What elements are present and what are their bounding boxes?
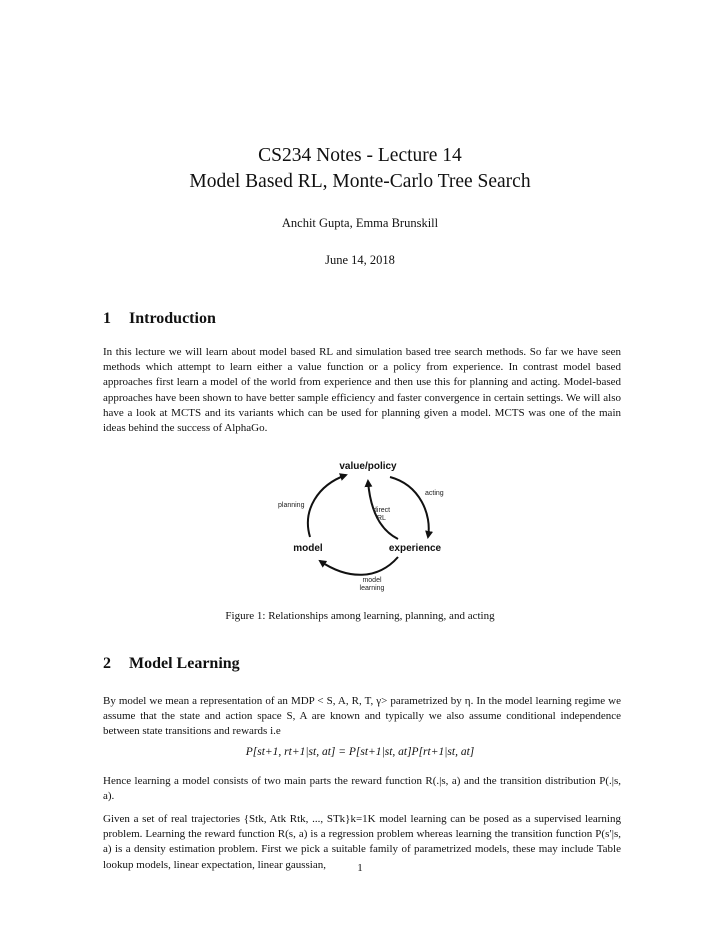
section-1-heading: [103, 310, 216, 328]
label-rl: RL: [377, 515, 386, 522]
learning-planning-acting-diagram: [270, 455, 450, 600]
section-1-title: Introduction: [129, 310, 216, 327]
title-line-1: CS234 Notes - Lecture 14: [258, 145, 462, 166]
date: June 14, 2018: [325, 253, 395, 267]
label-planning: planning: [278, 502, 305, 509]
node-model: model: [293, 543, 323, 554]
section-2-paragraph-3: Given a set of real trajectories {Stk, Atk Rtk, ..., STk}k=1K model learning can be posed as a supervised learning problem. Learning the reward function R(s, a) is a regression problem whereas learning the transition function P(s′|s, a) is a density estimation problem. First we pick a suitable family of parametrized models, these may include Table lookup models, linear expectation, linear gaussian,: [103, 813, 621, 871]
title-line-2: Model Based RL, Monte-Carlo Tree Search: [189, 171, 531, 192]
model-learning-arrow: [320, 557, 398, 575]
section-2-paragraph-1: By model we mean a representation of an MDP < S, A, R, T, γ> parametrized by η. In the model learning regime we assume that the state and action space S, A are known and typically we also assume conditional independence between state transitions and rewards i.e: [103, 695, 621, 738]
section-2-paragraph-2: Hence learning a model consists of two main parts the reward function R(.|s, a) and the transition distribution P(.|s, a).: [103, 775, 621, 803]
conditional-independence-equation: P[st+1, rt+1|st, at] = P[st+1|st, at]P[rt+1|st, at]: [245, 746, 475, 758]
planning-arrow: [308, 475, 346, 537]
label-model-learning-1: model: [362, 577, 382, 584]
label-direct: direct: [373, 507, 391, 514]
section-1-paragraph: In this lecture we will learn about model based RL and simulation based tree search methods. So far we have seen methods which attempt to learn either a value function or a policy from experience. In contrast model based approaches first learn a model of the world from experience and then use this for planning and acting. Model-based approaches have been shown to have better sample efficiency and faster convergence in certain settings. We will also have a look at MCTS and its variants which can be used for planning given a model. MCTS was one of the main ideas behind the success of AlphaGo.: [103, 346, 621, 435]
node-value-policy: value/policy: [339, 461, 397, 472]
page-number: 1: [357, 862, 363, 874]
section-2-heading: [103, 655, 240, 673]
section-2-title: Model Learning: [129, 655, 240, 672]
node-experience: experience: [388, 543, 442, 554]
label-acting: acting: [425, 490, 444, 497]
label-model-learning-2: learning: [359, 585, 385, 592]
figure-caption: Figure 1: Relationships among learning, planning, and acting: [225, 610, 495, 622]
section-2-number: 2: [103, 655, 111, 672]
authors: Anchit Gupta, Emma Brunskill: [281, 216, 439, 230]
section-1-number: 1: [103, 310, 111, 327]
acting-arrow: [390, 477, 429, 537]
